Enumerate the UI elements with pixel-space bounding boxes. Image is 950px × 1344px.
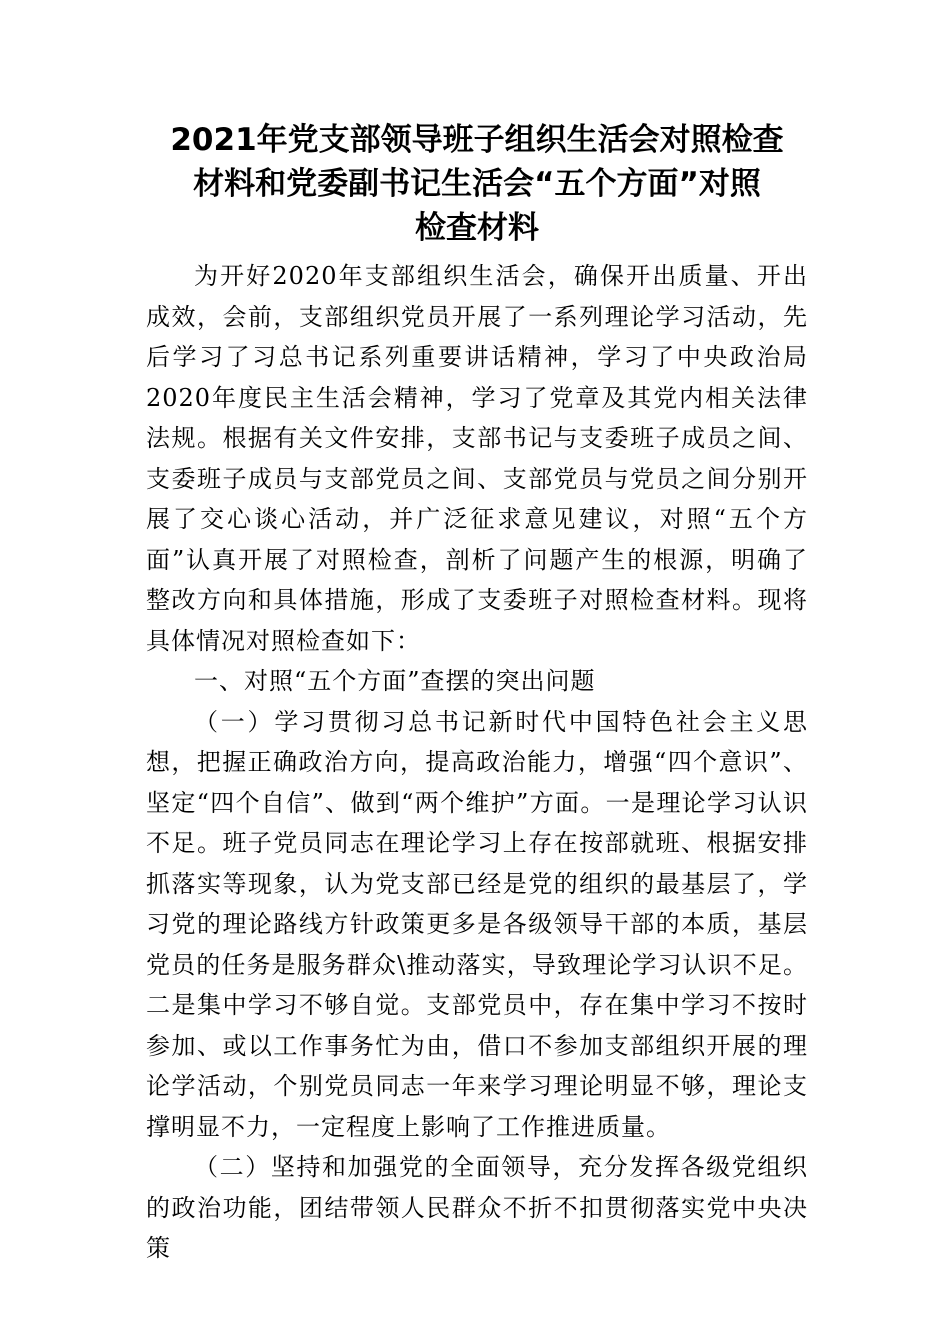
item-2-paragraph: （二）坚持和加强党的全面领导，充分发挥各级党组织的政治功能，团结带领人民群众不折不扣贯彻落实党中央决策 bbox=[146, 1153, 808, 1262]
title-line-2: 材料和党委副书记生活会“五个方面”对照 bbox=[193, 166, 761, 202]
document-title bbox=[146, 118, 808, 250]
item-1-paragraph: （一）学习贯彻习总书记新时代中国特色社会主义思想，把握正确政治方向，提高政治能力，增强“四个意识”、坚定“四个自信”、做到“两个维护”方面。一是理论学习认识不足。班子党员同志在理论学习上存在按部就班、根据安排抓落实等现象，认为党支部已经是党的组织的最基层了，学习党的理论路线方针政策更多是各级领导干部的本质，基层党员的任务是服务群众\推动落实，导致理论学习认识不足。二是集中学习不够自觉。支部党员中，存在集中学习不按时参加、或以工作事务忙为由，借口不参加支部组织开展的理论学活动，个别党员同志一年来学习理论明显不够，理论支撑明显不力，一定程度上影响了工作推进质量。 bbox=[146, 707, 808, 1141]
section-heading: 一、对照“五个方面”查摆的突出问题 bbox=[194, 667, 596, 695]
document-page bbox=[146, 118, 808, 1269]
title-line-3: 检查材料 bbox=[415, 210, 539, 246]
intro-paragraph: 为开好2020年支部组织生活会，确保开出质量、开出成效，会前，支部组织党员开展了一系列理论学习活动，先后学习了习总书记系列重要讲话精神，学习了中央政治局2020年度民主生活会精神，学习了党章及其党内相关法律法规。根据有关文件安排，支部书记与支委班子成员之间、支委班子成员与支部党员之间、支部党员与党员之间分别开展了交心谈心活动，并广泛征求意见建议，对照“五个方面”认真开展了对照检查，剖析了问题产生的根源，明确了整改方向和具体措施，形成了支委班子对照检查材料。现将具体情况对照检查如下： bbox=[146, 262, 808, 655]
title-line-1: 2021年党支部领导班子组织生活会对照检查 bbox=[170, 122, 784, 158]
